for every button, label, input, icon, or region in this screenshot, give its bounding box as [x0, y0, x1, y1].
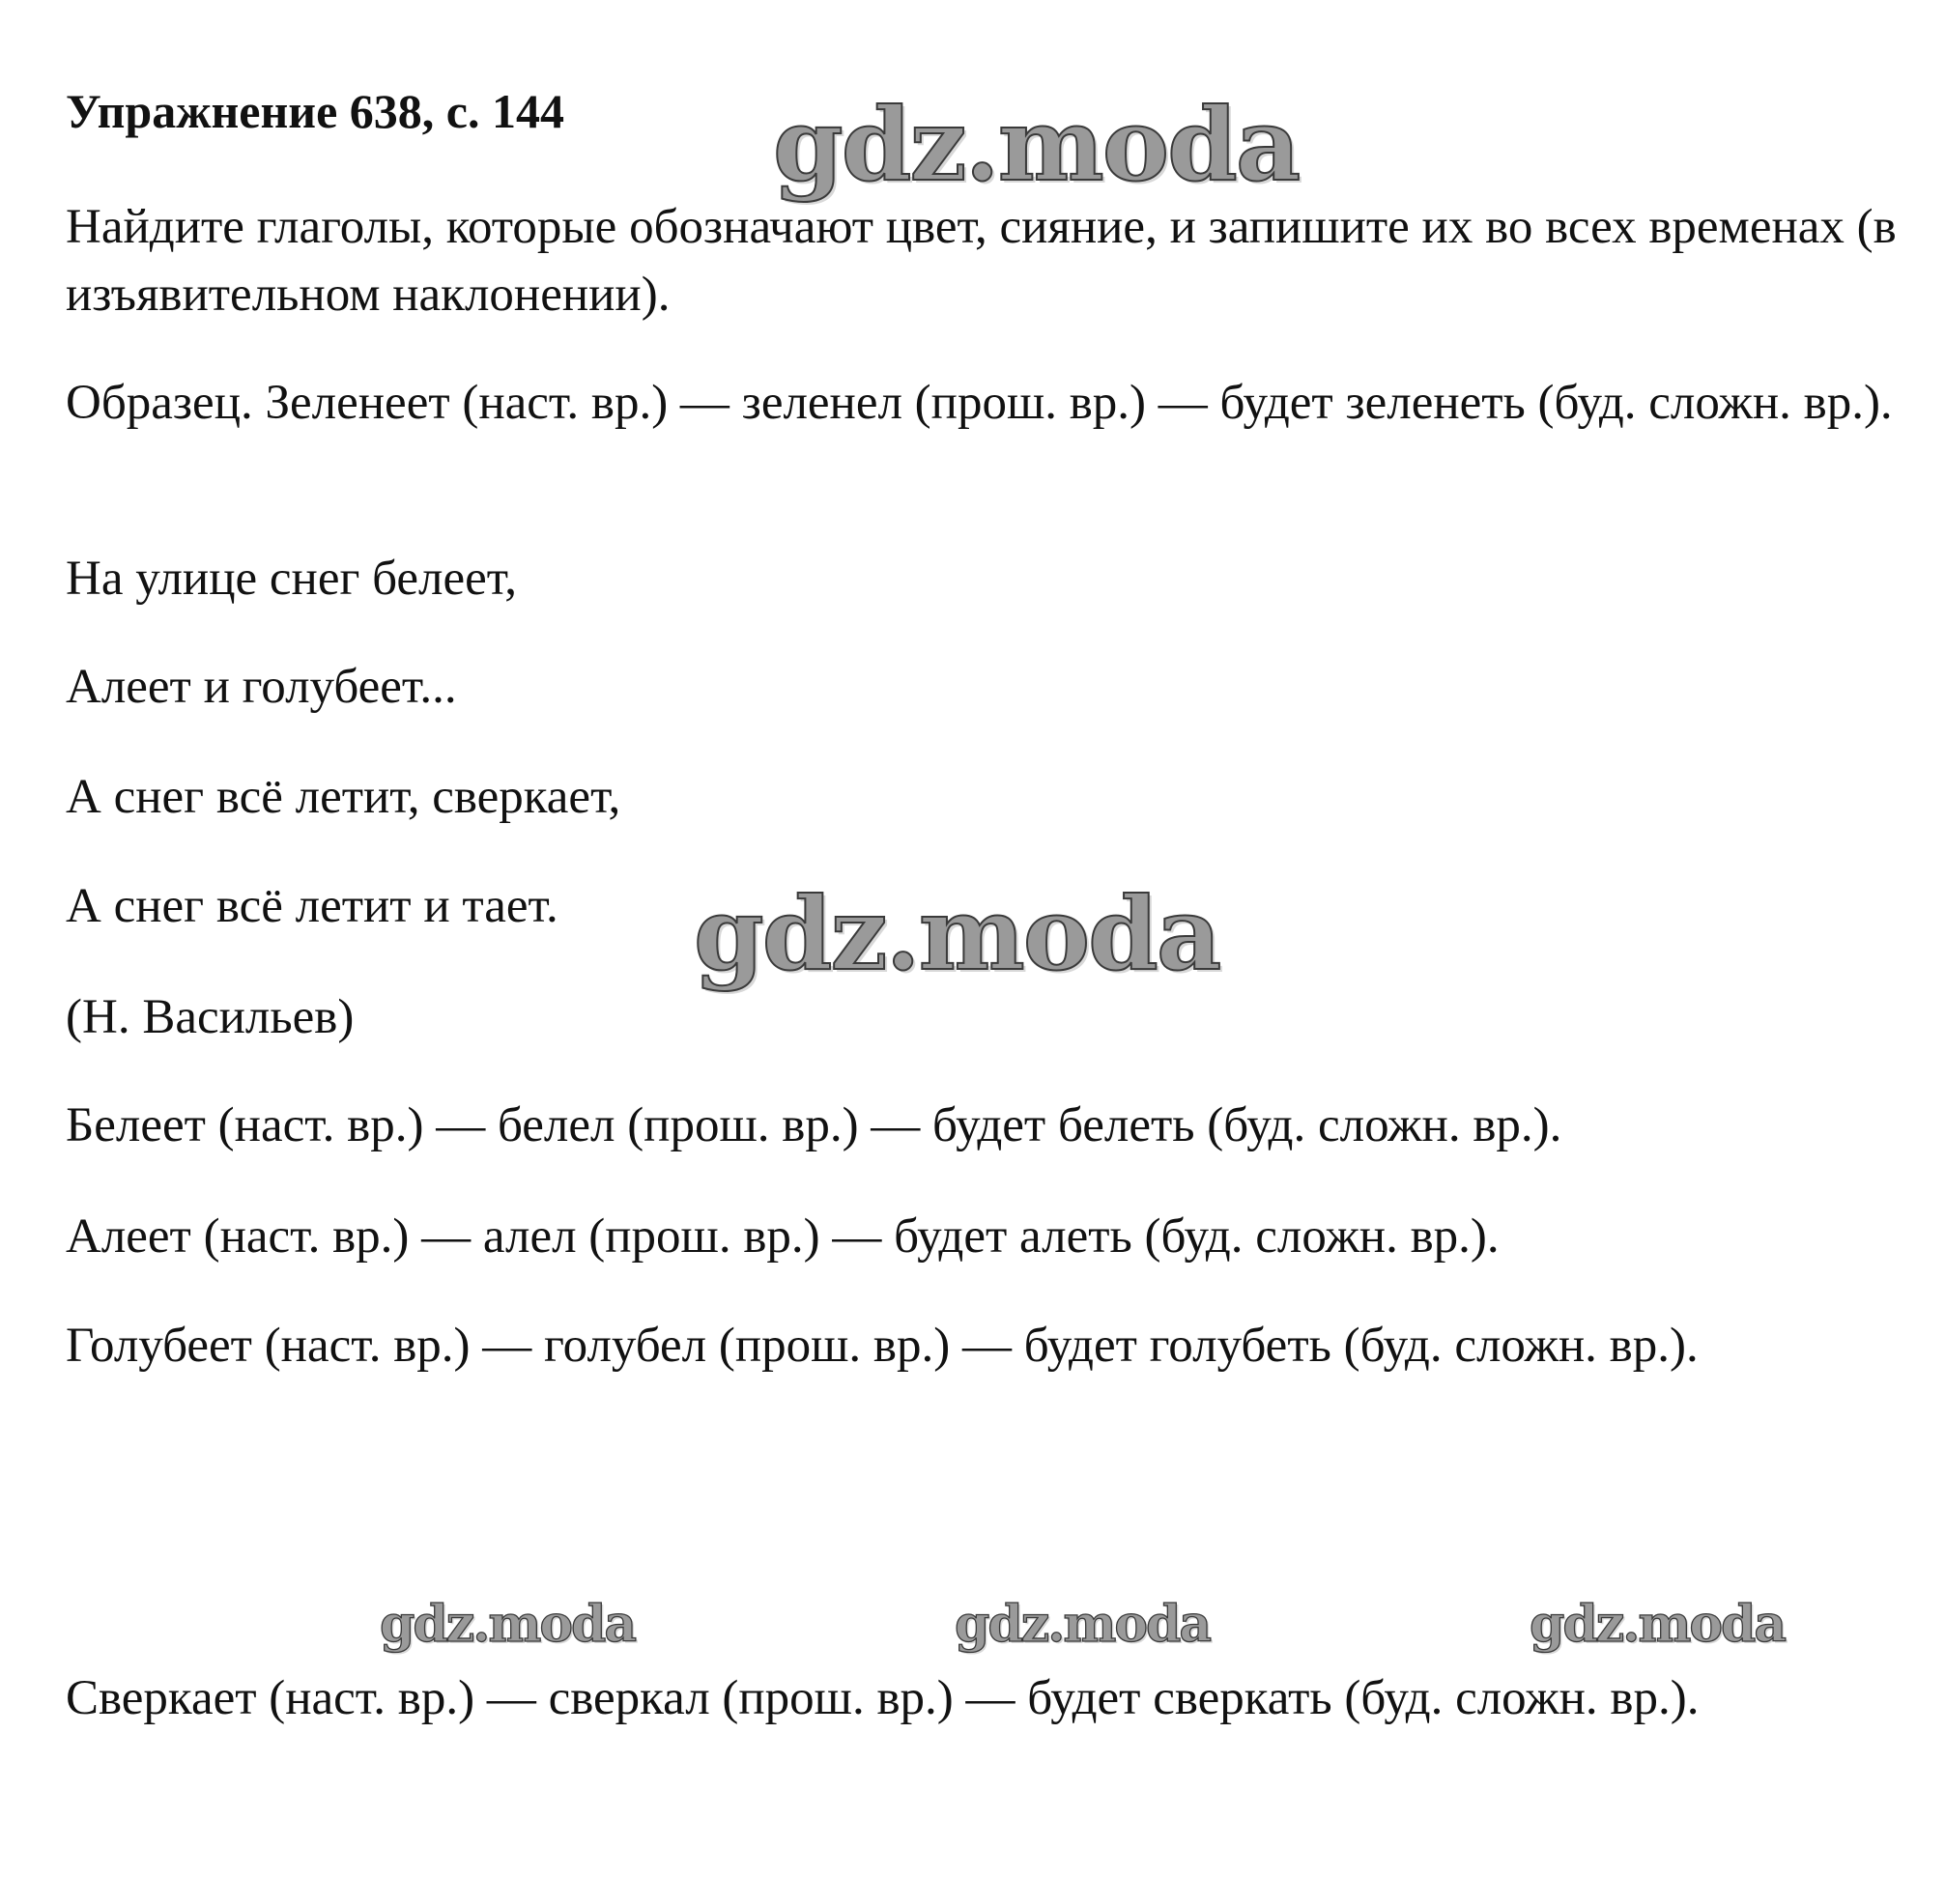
watermark-logo: gdz.moda [1530, 1595, 1786, 1654]
exercise-heading: Упражнение 638, с. 144 [66, 84, 564, 138]
poem-line: А снег всё летит и тает. [66, 879, 558, 933]
watermark-logo: gdz.moda [955, 1595, 1211, 1654]
answer-line: Голубеет (наст. вр.) — голубел (прош. вр.) — будет голубеть (буд. сложн. вр.). [66, 1319, 1699, 1373]
poem-line: Алеет и голубеет... [66, 660, 457, 714]
answer-line: Белеет (наст. вр.) — белел (прош. вр.) — будет белеть (буд. сложн. вр.). [66, 1098, 1562, 1152]
example-text: Образец. Зеленеет (наст. вр.) — зеленел (прош. вр.) — будет зеленеть (буд. сложн. вр.). [66, 376, 1893, 430]
poem-line: На улице снег белеет, [66, 552, 517, 606]
answer-line: Алеет (наст. вр.) — алел (прош. вр.) — будет алеть (буд. сложн. вр.). [66, 1209, 1500, 1264]
answer-line: Сверкает (наст. вр.) — сверкал (прош. вр.) — будет сверкать (буд. сложн. вр.). [66, 1671, 1700, 1725]
watermark-logo: gdz.moda [773, 85, 1300, 204]
poem-line: А снег всё летит, сверкает, [66, 770, 621, 824]
watermark-logo: gdz.moda [380, 1595, 636, 1654]
task-text: Найдите глаголы, которые обозначают цвет, сияние, и запишите их во всех временах (в изъявительном наклонении). [66, 200, 1897, 322]
poem-author: (Н. Васильев) [66, 990, 355, 1044]
watermark-logo: gdz.moda [694, 874, 1220, 993]
